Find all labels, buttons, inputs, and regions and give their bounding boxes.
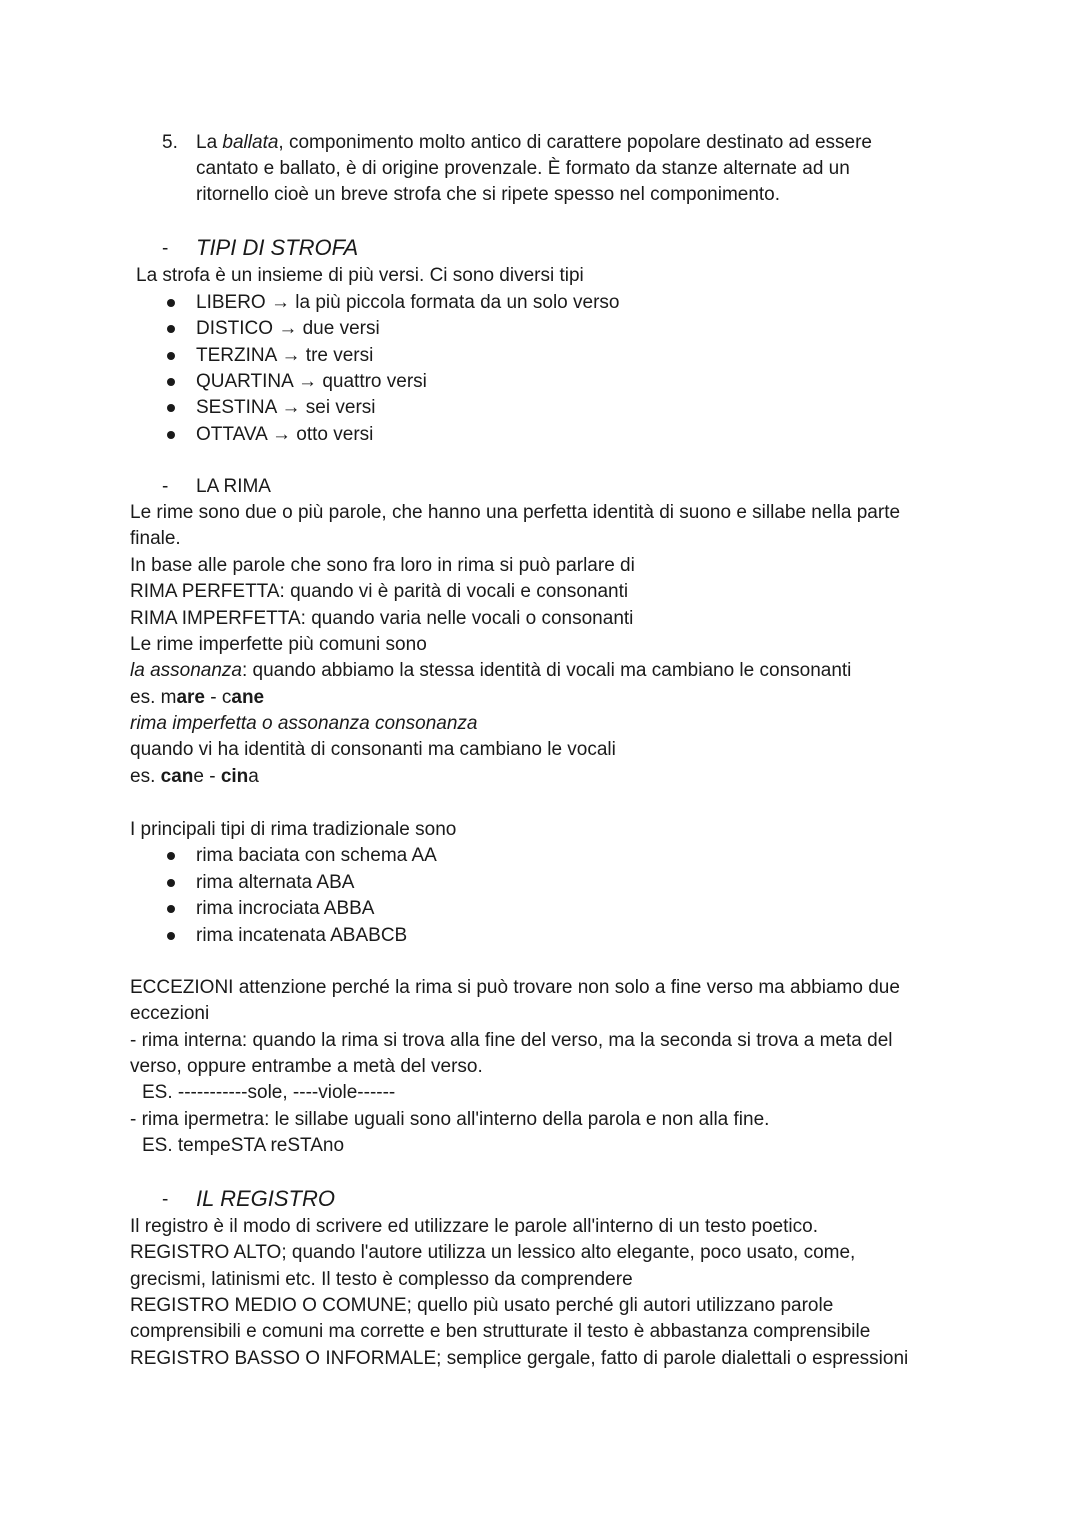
list-item: rima alternata ABA: [196, 872, 355, 893]
bullet-icon: [167, 325, 175, 333]
example-2-prefix: es.: [130, 766, 161, 787]
consonanza-def: quando vi ha identità di consonanti ma cambiano le vocali: [130, 739, 616, 760]
rima-p1-line-2: finale.: [130, 528, 181, 549]
rima-ipermetra-example: ES. tempeSTA reSTAno: [142, 1135, 345, 1156]
list-item: LIBERO → la più piccola formata da un solo verso: [196, 292, 620, 313]
ballata-line-2: cantato e ballato, è di origine provenzale. È formato da stanze alternate ad un: [196, 158, 850, 179]
rima-interna-line-2: verso, oppure entrambe a metà del verso.: [130, 1056, 483, 1077]
rima-interna-example: ES. -----------sole, ----viole------: [142, 1082, 396, 1103]
example-2: [130, 764, 259, 790]
registro-heading: IL REGISTRO: [196, 1186, 335, 1211]
ballata-line-3: ritornello cioè un breve strofa che si ripete spesso nel componimento.: [196, 184, 781, 205]
example-1-bold-1: are: [176, 687, 205, 708]
example-2-bold-2: cin: [220, 766, 249, 787]
eccezioni-line-1: ECCEZIONI attenzione perché la rima si può trovare non solo a fine verso ma abbiamo due: [130, 977, 900, 998]
bullet-icon: [167, 404, 175, 412]
eccezioni-line-2: eccezioni: [130, 1003, 210, 1024]
rima-perfetta: RIMA PERFETTA: quando vi è parità di vocali e consonanti: [130, 581, 629, 602]
heading-dash: -: [162, 238, 169, 259]
registro-medio-line-2: comprensibili e comuni ma corrette e ben strutturate il testo è abbastanza comprensibile: [130, 1321, 871, 1342]
example-1: [130, 685, 264, 711]
ballata-suffix: , componimento molto antico di carattere popolare destinato ad essere: [278, 132, 872, 153]
list-number: 5.: [162, 132, 178, 153]
ballata-prefix: La: [196, 132, 223, 153]
bullet-icon: [167, 431, 175, 439]
consonanza-term: rima imperfetta o assonanza consonanza: [130, 713, 478, 734]
bullet-icon: [167, 905, 175, 913]
rima-p1-line-1: Le rime sono due o più parole, che hanno una perfetta identità di suono e sillabe nella parte: [130, 502, 901, 523]
list-item: QUARTINA → quattro versi: [196, 371, 427, 392]
registro-intro: Il registro è il modo di scrivere ed utilizzare le parole all'interno di un testo poetico.: [130, 1216, 818, 1237]
ballata-term: ballata: [222, 132, 279, 153]
registro-basso-line-1: REGISTRO BASSO O INFORMALE; semplice gergale, fatto di parole dialettali o espressioni: [130, 1348, 909, 1369]
example-1-bold-2: ane: [231, 687, 265, 708]
bullet-icon: [167, 352, 175, 360]
example-2-end: a: [248, 766, 259, 787]
tipi-rima-intro: I principali tipi di rima tradizionale sono: [130, 819, 457, 840]
registro-medio-line-1: REGISTRO MEDIO O COMUNE; quello più usato perché gli autori utilizzano parole: [130, 1295, 834, 1316]
ballata-line-1: [196, 130, 872, 156]
assonanza-line: [130, 658, 851, 684]
rima-p2: In base alle parole che sono fra loro in rima si può parlare di: [130, 555, 635, 576]
list-item: rima incatenata ABABCB: [196, 925, 408, 946]
heading-dash: -: [162, 476, 169, 497]
example-1-prefix: es. m: [130, 687, 177, 708]
list-item: TERZINA → tre versi: [196, 345, 374, 366]
rima-interna-line-1: - rima interna: quando la rima si trova alla fine del verso, ma la seconda si trova a meta del: [130, 1030, 893, 1051]
bullet-icon: [167, 852, 175, 860]
list-item: rima incrociata ABBA: [196, 898, 375, 919]
strofa-intro: La strofa è un insieme di più versi. Ci sono diversi tipi: [136, 265, 584, 286]
registro-alto-line-1: REGISTRO ALTO; quando l'autore utilizza un lessico alto elegante, poco usato, come,: [130, 1242, 856, 1263]
list-item: SESTINA → sei versi: [196, 397, 376, 418]
assonanza-term: la assonanza: [130, 660, 242, 681]
bullet-icon: [167, 879, 175, 887]
example-2-bold-1: can: [160, 766, 194, 787]
list-item: DISTICO → due versi: [196, 318, 380, 339]
rima-heading: LA RIMA: [196, 476, 271, 497]
assonanza-def: : quando abbiamo la stessa identità di vocali ma cambiano le consonanti: [241, 660, 852, 681]
list-item: OTTAVA → otto versi: [196, 424, 374, 445]
bullet-icon: [167, 932, 175, 940]
rima-imperfetta: RIMA IMPERFETTA: quando varia nelle vocali o consonanti: [130, 608, 634, 629]
example-1-mid: - c: [204, 687, 232, 708]
heading-dash: -: [162, 1189, 169, 1210]
bullet-icon: [167, 378, 175, 386]
rima-comuni: Le rime imperfette più comuni sono: [130, 634, 427, 655]
strofa-heading: TIPI DI STROFA: [196, 235, 359, 260]
consonanza-term-line: [130, 711, 477, 737]
bullet-icon: [167, 299, 175, 307]
rima-ipermetra: - rima ipermetra: le sillabe uguali sono all'interno della parola e non alla fine.: [130, 1109, 770, 1130]
example-2-mid: e -: [193, 766, 221, 787]
list-item: rima baciata con schema AA: [196, 845, 437, 866]
registro-alto-line-2: grecismi, latinismi etc. Il testo è complesso da comprendere: [130, 1269, 633, 1290]
